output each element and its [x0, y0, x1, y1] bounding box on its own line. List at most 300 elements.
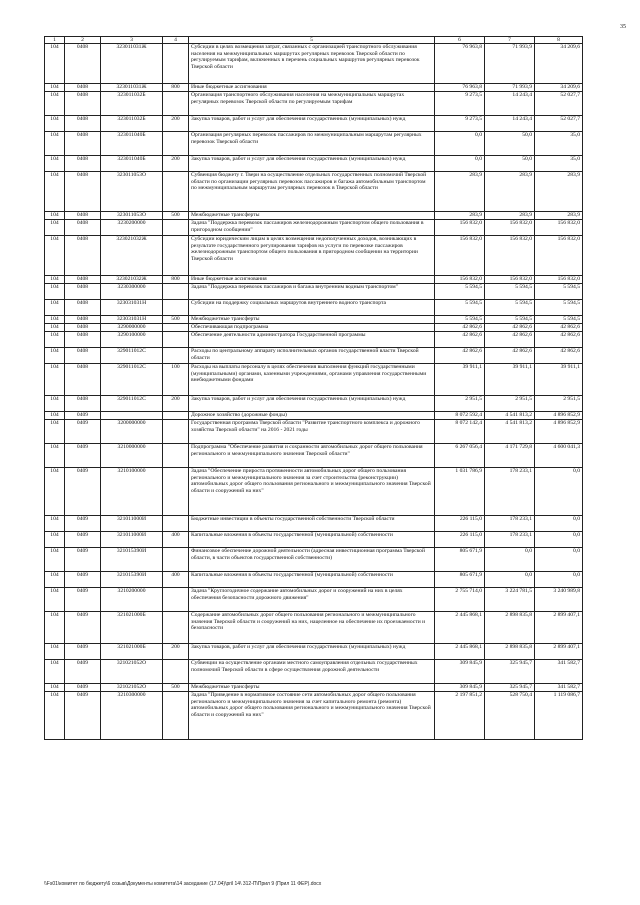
cell-target-article: 321021000Б	[101, 644, 163, 660]
cell-amount-2: 14 243,4	[485, 116, 535, 132]
cell-podrazdel: 0408	[65, 316, 101, 324]
cell-expense-type	[163, 420, 189, 444]
cell-target-article: 323011032Б	[101, 116, 163, 132]
cell-amount-3: 3 240 989,8	[535, 588, 583, 612]
cell-podrazdel: 0408	[65, 396, 101, 412]
table-row	[45, 284, 583, 300]
cell-amount-2: 4 171 729,8	[485, 444, 535, 468]
table-row	[45, 588, 583, 612]
table-row	[45, 236, 583, 276]
cell-description: Расходы по центральному аппарату исполнительных органов государственной власти Тверской области	[189, 348, 435, 364]
cell-podrazdel: 0409	[65, 516, 101, 532]
cell-expense-type	[163, 468, 189, 516]
cell-amount-3: 35,0	[535, 132, 583, 156]
cell-target-article: 323021032Ж	[101, 276, 163, 284]
header-cell: 4	[163, 37, 189, 44]
cell-amount-2: 2 951,5	[485, 396, 535, 412]
cell-podrazdel: 0408	[65, 84, 101, 92]
cell-razdel: 104	[45, 644, 65, 660]
cell-description: Иные бюджетные ассигнования	[189, 276, 435, 284]
cell-expense-type: 500	[163, 316, 189, 324]
cell-amount-2: 325 945,7	[485, 684, 535, 692]
cell-description: Капитальные вложения в объекты государственной (муниципальной) собственности	[189, 572, 435, 588]
cell-expense-type	[163, 236, 189, 276]
cell-podrazdel: 0409	[65, 468, 101, 516]
cell-expense-type: 500	[163, 684, 189, 692]
table-row	[45, 364, 583, 396]
cell-amount-2: 5 594,5	[485, 316, 535, 324]
cell-expense-type: 200	[163, 156, 189, 172]
cell-expense-type	[163, 172, 189, 212]
cell-expense-type	[163, 300, 189, 316]
cell-description: Закупка товаров, работ и услуг для обеспечения государственных (муниципальных) нужд	[189, 156, 435, 172]
cell-razdel: 104	[45, 212, 65, 220]
cell-amount-1: 156 832,0	[435, 236, 485, 276]
cell-amount-1: 76 963,8	[435, 84, 485, 92]
cell-amount-2: 39 911,1	[485, 364, 535, 396]
header-cell: 5	[189, 37, 435, 44]
cell-expense-type	[163, 332, 189, 348]
cell-amount-3: 0,0	[535, 468, 583, 516]
cell-amount-1: 42 862,6	[435, 348, 485, 364]
table-row	[45, 516, 583, 532]
cell-expense-type	[163, 348, 189, 364]
table-row	[45, 572, 583, 588]
cell-amount-1: 42 862,6	[435, 324, 485, 332]
cell-expense-type: 400	[163, 532, 189, 548]
cell-amount-3: 52 027,7	[535, 116, 583, 132]
cell-description: Задача "Круглогодичное содержание автомобильных дорог и сооружений на них в целях обеспечения безопасности дорожного движения"	[189, 588, 435, 612]
cell-podrazdel: 0408	[65, 284, 101, 300]
cell-podrazdel: 0408	[65, 212, 101, 220]
cell-razdel: 104	[45, 412, 65, 420]
table-row	[45, 316, 583, 324]
cell-podrazdel: 0409	[65, 548, 101, 572]
cell-description: Закупка товаров, работ и услуг для обеспечения государственных (муниципальных) нужд	[189, 396, 435, 412]
cell-amount-2: 178 233,1	[485, 516, 535, 532]
cell-amount-2: 2 898 835,8	[485, 644, 535, 660]
cell-description: Организация регулярных перевозок пассажиров по межмуниципальным маршрутам регулярных перевозок Тверской области	[189, 132, 435, 156]
table-row	[45, 300, 583, 316]
cell-amount-2: 2 898 835,8	[485, 612, 535, 644]
cell-description: Межбюджетные трансферты	[189, 316, 435, 324]
cell-podrazdel: 0409	[65, 684, 101, 692]
cell-podrazdel: 0408	[65, 132, 101, 156]
cell-description: Субсидии юридическим лицам в целях возмещения недополученных доходов, возникающих в результате государственного регулирования тарифов на услуги по перевозке пассажиров железнодорожным транспортом общего пользования в пригородном сообщении на территории Тверской области	[189, 236, 435, 276]
cell-expense-type	[163, 612, 189, 644]
cell-description: Задача "Обеспечение прироста протяженности автомобильных дорог общего пользования регионального и межмуниципального значения за счет строительства (реконструкции) автомобильных дорог общего пользования регионального и межмуниципального значения Тверской области и сооружений на них"	[189, 468, 435, 516]
cell-razdel: 104	[45, 84, 65, 92]
table-body	[45, 44, 583, 740]
cell-description: Межбюджетные трансферты	[189, 684, 435, 692]
cell-description: Содержание автомобильных дорог общего пользования регионального и межмуниципального значения Тверской области и сооружений на них, нацеленное на обеспечение их проезжаемости и безопасности	[189, 612, 435, 644]
cell-description: Задача "Поддержка перевозок пассажиров железнодорожным транспортом общего пользования в пригородном сообщении"	[189, 220, 435, 236]
cell-razdel: 104	[45, 316, 65, 324]
cell-amount-2: 5 594,5	[485, 284, 535, 300]
cell-amount-2: 42 862,6	[485, 348, 535, 364]
cell-amount-2: 5 594,5	[485, 300, 535, 316]
cell-amount-1: 39 911,1	[435, 364, 485, 396]
table-row	[45, 412, 583, 420]
cell-podrazdel: 0409	[65, 532, 101, 548]
cell-amount-3: 341 582,7	[535, 684, 583, 692]
table-row	[45, 420, 583, 444]
cell-amount-1: 156 832,0	[435, 276, 485, 284]
cell-podrazdel: 0408	[65, 172, 101, 212]
cell-razdel: 104	[45, 324, 65, 332]
cell-podrazdel: 0409	[65, 412, 101, 420]
cell-amount-2: 156 832,0	[485, 236, 535, 276]
cell-razdel: 104	[45, 612, 65, 644]
cell-amount-3: 341 582,7	[535, 660, 583, 684]
cell-target-article: 3230200000	[101, 220, 163, 236]
budget-table	[44, 36, 583, 740]
cell-amount-2: 325 945,7	[485, 660, 535, 684]
cell-amount-2: 0,0	[485, 548, 535, 572]
cell-podrazdel: 0409	[65, 444, 101, 468]
cell-amount-3: 2 899 407,1	[535, 612, 583, 644]
cell-razdel: 104	[45, 132, 65, 156]
table-row	[45, 532, 583, 548]
table-row	[45, 84, 583, 92]
cell-amount-3: 156 832,0	[535, 220, 583, 236]
page-number: 35	[620, 24, 626, 30]
cell-podrazdel: 0409	[65, 420, 101, 444]
table-row	[45, 644, 583, 660]
cell-description: Капитальные вложения в объекты государственной (муниципальной) собственности	[189, 532, 435, 548]
cell-target-article: 323011040Б	[101, 156, 163, 172]
cell-expense-type: 500	[163, 212, 189, 220]
table-row	[45, 332, 583, 348]
cell-razdel: 104	[45, 588, 65, 612]
cell-podrazdel: 0408	[65, 348, 101, 364]
cell-podrazdel: 0408	[65, 236, 101, 276]
cell-razdel: 104	[45, 156, 65, 172]
cell-amount-2: 42 862,6	[485, 332, 535, 348]
cell-podrazdel: 0408	[65, 276, 101, 284]
cell-target-article: 323031031Н	[101, 300, 163, 316]
cell-amount-2: 50,0	[485, 132, 535, 156]
cell-description: Государственная программа Тверской области "Развитие транспортного комплекса и дорожного хозяйства Тверской области" на 2016 - 2021 годы	[189, 420, 435, 444]
cell-amount-3: 34 209,6	[535, 44, 583, 84]
cell-razdel: 104	[45, 276, 65, 284]
cell-description: Бюджетные инвестиции в объекты государственной собственности Тверской области	[189, 516, 435, 532]
cell-amount-1: 309 845,9	[435, 684, 485, 692]
cell-razdel: 104	[45, 684, 65, 692]
table-row	[45, 156, 583, 172]
cell-amount-1: 283,9	[435, 212, 485, 220]
cell-amount-1: 309 845,9	[435, 660, 485, 684]
cell-amount-1: 156 832,0	[435, 220, 485, 236]
cell-description: Задача "Приведение в нормативное состояние сети автомобильных дорог общего пользования регионального и межмуниципального значения за счет капитального ремонта (ремонта) автомобильных дорог общего пользования регионального и межмуниципального значения Тверской области и сооружений на них"	[189, 692, 435, 740]
cell-expense-type: 100	[163, 364, 189, 396]
cell-expense-type	[163, 516, 189, 532]
table-row	[45, 692, 583, 740]
table-row	[45, 44, 583, 84]
cell-amount-3: 0,0	[535, 572, 583, 588]
table-row	[45, 276, 583, 284]
cell-razdel: 104	[45, 548, 65, 572]
cell-target-article	[101, 412, 163, 420]
cell-target-article: 321021052О	[101, 660, 163, 684]
cell-target-article: 323031031Н	[101, 316, 163, 324]
header-row	[45, 37, 583, 44]
table-row	[45, 396, 583, 412]
cell-target-article: 321011000И	[101, 532, 163, 548]
table-row	[45, 212, 583, 220]
cell-amount-3: 2 899 407,1	[535, 644, 583, 660]
header-cell: 8	[535, 37, 583, 44]
cell-amount-3: 5 594,5	[535, 316, 583, 324]
cell-target-article: 321021052О	[101, 684, 163, 692]
cell-razdel: 104	[45, 396, 65, 412]
cell-expense-type: 800	[163, 84, 189, 92]
cell-expense-type: 200	[163, 644, 189, 660]
cell-podrazdel: 0408	[65, 156, 101, 172]
table-row	[45, 612, 583, 644]
cell-podrazdel: 0409	[65, 572, 101, 588]
cell-amount-2: 42 862,6	[485, 324, 535, 332]
cell-amount-1: 5 594,5	[435, 316, 485, 324]
cell-amount-2: 71 993,9	[485, 84, 535, 92]
cell-amount-3: 156 832,0	[535, 276, 583, 284]
cell-amount-3: 42 862,6	[535, 324, 583, 332]
cell-razdel: 104	[45, 236, 65, 276]
cell-description: Закупка товаров, работ и услуг для обеспечения государственных (муниципальных) нужд	[189, 116, 435, 132]
cell-razdel: 104	[45, 516, 65, 532]
cell-target-article: 3210300000	[101, 692, 163, 740]
cell-expense-type	[163, 444, 189, 468]
cell-podrazdel: 0408	[65, 116, 101, 132]
cell-razdel: 104	[45, 660, 65, 684]
cell-amount-1: 5 594,5	[435, 300, 485, 316]
cell-expense-type	[163, 324, 189, 332]
cell-expense-type	[163, 220, 189, 236]
cell-expense-type	[163, 132, 189, 156]
cell-amount-3: 2 951,5	[535, 396, 583, 412]
cell-podrazdel: 0408	[65, 300, 101, 316]
cell-description: Субвенции на осуществление органами местного самоуправления отдельных государственных полномочий Тверской области в сфере осуществления дорожной деятельности	[189, 660, 435, 684]
table-row	[45, 684, 583, 692]
cell-amount-1: 6 267 056,4	[435, 444, 485, 468]
cell-amount-1: 226 115,0	[435, 516, 485, 532]
cell-amount-3: 283,9	[535, 172, 583, 212]
cell-amount-1: 2 197 851,2	[435, 692, 485, 740]
cell-amount-2: 14 243,4	[485, 92, 535, 116]
cell-target-article: 323011053О	[101, 172, 163, 212]
table-row	[45, 548, 583, 572]
cell-amount-1: 2 445 868,1	[435, 644, 485, 660]
cell-target-article: 3290100000	[101, 332, 163, 348]
cell-expense-type	[163, 44, 189, 84]
cell-razdel: 104	[45, 284, 65, 300]
header-cell: 7	[485, 37, 535, 44]
cell-target-article: 321011000И	[101, 516, 163, 532]
cell-expense-type	[163, 588, 189, 612]
cell-podrazdel: 0409	[65, 692, 101, 740]
cell-razdel: 104	[45, 692, 65, 740]
cell-amount-2: 283,9	[485, 212, 535, 220]
cell-amount-1: 283,9	[435, 172, 485, 212]
cell-razdel: 104	[45, 44, 65, 84]
cell-podrazdel: 0409	[65, 588, 101, 612]
cell-description: Обеспечивающая подпрограмма	[189, 324, 435, 332]
cell-razdel: 104	[45, 92, 65, 116]
cell-razdel: 104	[45, 468, 65, 516]
header-cell: 3	[101, 37, 163, 44]
cell-description: Субсидии в целях возмещения затрат, связанных с организацией транспортного обслуживания населения на межмуниципальных маршрутах регулярных перевозок Тверской области по регулируемым тарифам, включенных в перечень социальных маршрутов регулярных перевозок Тверской области	[189, 44, 435, 84]
cell-description: Иные бюджетные ассигнования	[189, 84, 435, 92]
cell-amount-3: 0,0	[535, 532, 583, 548]
cell-target-article: 323011032Б	[101, 92, 163, 116]
cell-razdel: 104	[45, 116, 65, 132]
cell-amount-3: 52 027,7	[535, 92, 583, 116]
cell-amount-1: 1 031 786,9	[435, 468, 485, 516]
cell-expense-type: 400	[163, 572, 189, 588]
cell-amount-2: 3 224 781,5	[485, 588, 535, 612]
cell-amount-3: 35,0	[535, 156, 583, 172]
cell-expense-type: 200	[163, 116, 189, 132]
cell-target-article: 329011012С	[101, 348, 163, 364]
table-row	[45, 92, 583, 116]
cell-amount-1: 2 755 714,0	[435, 588, 485, 612]
cell-amount-3: 5 594,5	[535, 300, 583, 316]
cell-target-article: 323011031Ж	[101, 84, 163, 92]
cell-description: Подпрограмма "Обеспечение развития и сохранности автомобильных дорог общего пользования регионального и межмуниципального значения Тверской области"	[189, 444, 435, 468]
cell-amount-3: 0,0	[535, 548, 583, 572]
cell-amount-3: 1 119 086,7	[535, 692, 583, 740]
cell-amount-1: 9 273,5	[435, 116, 485, 132]
cell-target-article: 329011012С	[101, 364, 163, 396]
cell-amount-2: 156 832,0	[485, 220, 535, 236]
cell-expense-type	[163, 692, 189, 740]
table-row	[45, 324, 583, 332]
cell-razdel: 104	[45, 444, 65, 468]
cell-amount-2: 4 541 813,2	[485, 420, 535, 444]
cell-razdel: 104	[45, 348, 65, 364]
cell-target-article: 3230300000	[101, 284, 163, 300]
cell-target-article: 323011031Ж	[101, 44, 163, 84]
cell-amount-3: 34 209,6	[535, 84, 583, 92]
cell-amount-3: 42 862,6	[535, 348, 583, 364]
cell-amount-3: 5 594,5	[535, 284, 583, 300]
cell-amount-1: 5 594,5	[435, 284, 485, 300]
cell-expense-type	[163, 548, 189, 572]
cell-target-article: 3200000000	[101, 420, 163, 444]
table-row	[45, 116, 583, 132]
cell-amount-1: 9 273,5	[435, 92, 485, 116]
cell-amount-2: 528 750,4	[485, 692, 535, 740]
cell-amount-1: 8 072 142,4	[435, 420, 485, 444]
cell-target-article: 3210100000	[101, 468, 163, 516]
budget-table-container	[44, 36, 582, 740]
cell-expense-type	[163, 92, 189, 116]
cell-razdel: 104	[45, 572, 65, 588]
cell-description: Межбюджетные трансферты	[189, 212, 435, 220]
cell-expense-type	[163, 412, 189, 420]
cell-description: Дорожное хозяйство (дорожные фонды)	[189, 412, 435, 420]
cell-amount-3: 42 862,6	[535, 332, 583, 348]
cell-amount-3: 39 911,1	[535, 364, 583, 396]
cell-amount-1: 805 671,9	[435, 548, 485, 572]
cell-description: Субсидии на поддержку социальных маршрутов внутреннего водного транспорта	[189, 300, 435, 316]
cell-amount-2: 50,0	[485, 156, 535, 172]
cell-amount-3: 4 896 852,9	[535, 420, 583, 444]
cell-amount-3: 0,0	[535, 516, 583, 532]
cell-amount-1: 0,0	[435, 156, 485, 172]
cell-amount-1: 8 072 592,4	[435, 412, 485, 420]
cell-amount-1: 805 671,9	[435, 572, 485, 588]
cell-amount-3: 4 896 852,9	[535, 412, 583, 420]
cell-target-article: 329011012С	[101, 396, 163, 412]
cell-target-article: 3210200000	[101, 588, 163, 612]
cell-description: Финансовое обеспечение дорожной деятельности (адресная инвестиционная программа Тверской области, в части объектов государственной собственности)	[189, 548, 435, 572]
cell-description: Задача "Поддержка перевозок пассажиров и багажа внутренним водным транспортом"	[189, 284, 435, 300]
cell-amount-1: 2 445 868,1	[435, 612, 485, 644]
cell-podrazdel: 0408	[65, 44, 101, 84]
cell-description: Субвенция бюджету г. Твери на осуществление отдельных государственных полномочий Тверской области по организации регулярных перевозок пассажиров и багажа автомобильным транспортом по межмуниципальным маршрутам регулярных перевозок в Тверской области	[189, 172, 435, 212]
table-row	[45, 172, 583, 212]
cell-podrazdel: 0408	[65, 92, 101, 116]
cell-amount-2: 0,0	[485, 572, 535, 588]
cell-amount-1: 0,0	[435, 132, 485, 156]
cell-amount-1: 226 115,0	[435, 532, 485, 548]
table-row	[45, 348, 583, 364]
cell-amount-2: 71 993,9	[485, 44, 535, 84]
cell-razdel: 104	[45, 300, 65, 316]
cell-podrazdel: 0409	[65, 660, 101, 684]
cell-razdel: 104	[45, 420, 65, 444]
cell-razdel: 104	[45, 332, 65, 348]
cell-description: Обеспечение деятельности администратора Государственной программы	[189, 332, 435, 348]
cell-podrazdel: 0408	[65, 364, 101, 396]
cell-amount-3: 4 600 041,3	[535, 444, 583, 468]
cell-amount-2: 178 233,1	[485, 532, 535, 548]
table-row	[45, 468, 583, 516]
cell-target-article: 3290000000	[101, 324, 163, 332]
cell-amount-2: 4 541 813,2	[485, 412, 535, 420]
table-row	[45, 220, 583, 236]
cell-amount-3: 156 832,0	[535, 236, 583, 276]
cell-expense-type	[163, 660, 189, 684]
cell-target-article: 323011053О	[101, 212, 163, 220]
cell-expense-type	[163, 284, 189, 300]
cell-podrazdel: 0408	[65, 332, 101, 348]
cell-amount-1: 2 951,5	[435, 396, 485, 412]
cell-amount-1: 42 862,6	[435, 332, 485, 348]
cell-razdel: 104	[45, 220, 65, 236]
cell-target-article: 323021032Ж	[101, 236, 163, 276]
cell-razdel: 104	[45, 532, 65, 548]
table-row	[45, 132, 583, 156]
cell-podrazdel: 0408	[65, 324, 101, 332]
header-cell: 1	[45, 37, 65, 44]
cell-target-article: 3210000000	[101, 444, 163, 468]
cell-expense-type: 800	[163, 276, 189, 284]
header-cell: 6	[435, 37, 485, 44]
cell-target-article: 323011040Б	[101, 132, 163, 156]
cell-target-article: 321021000Б	[101, 612, 163, 644]
cell-podrazdel: 0408	[65, 220, 101, 236]
table-row	[45, 444, 583, 468]
cell-podrazdel: 0409	[65, 612, 101, 644]
cell-amount-3: 283,9	[535, 212, 583, 220]
cell-amount-2: 283,9	[485, 172, 535, 212]
cell-target-article: 321015390И	[101, 572, 163, 588]
cell-podrazdel: 0409	[65, 644, 101, 660]
cell-amount-2: 156 832,0	[485, 276, 535, 284]
footer-file-path: \\Fs01\комитет по бюджету\6 созыв\Документы комитета\14 заседание (17.04)\pril 14\ 312-П\Прил 9 (Прил 11 ФЕР).docx	[44, 881, 322, 887]
